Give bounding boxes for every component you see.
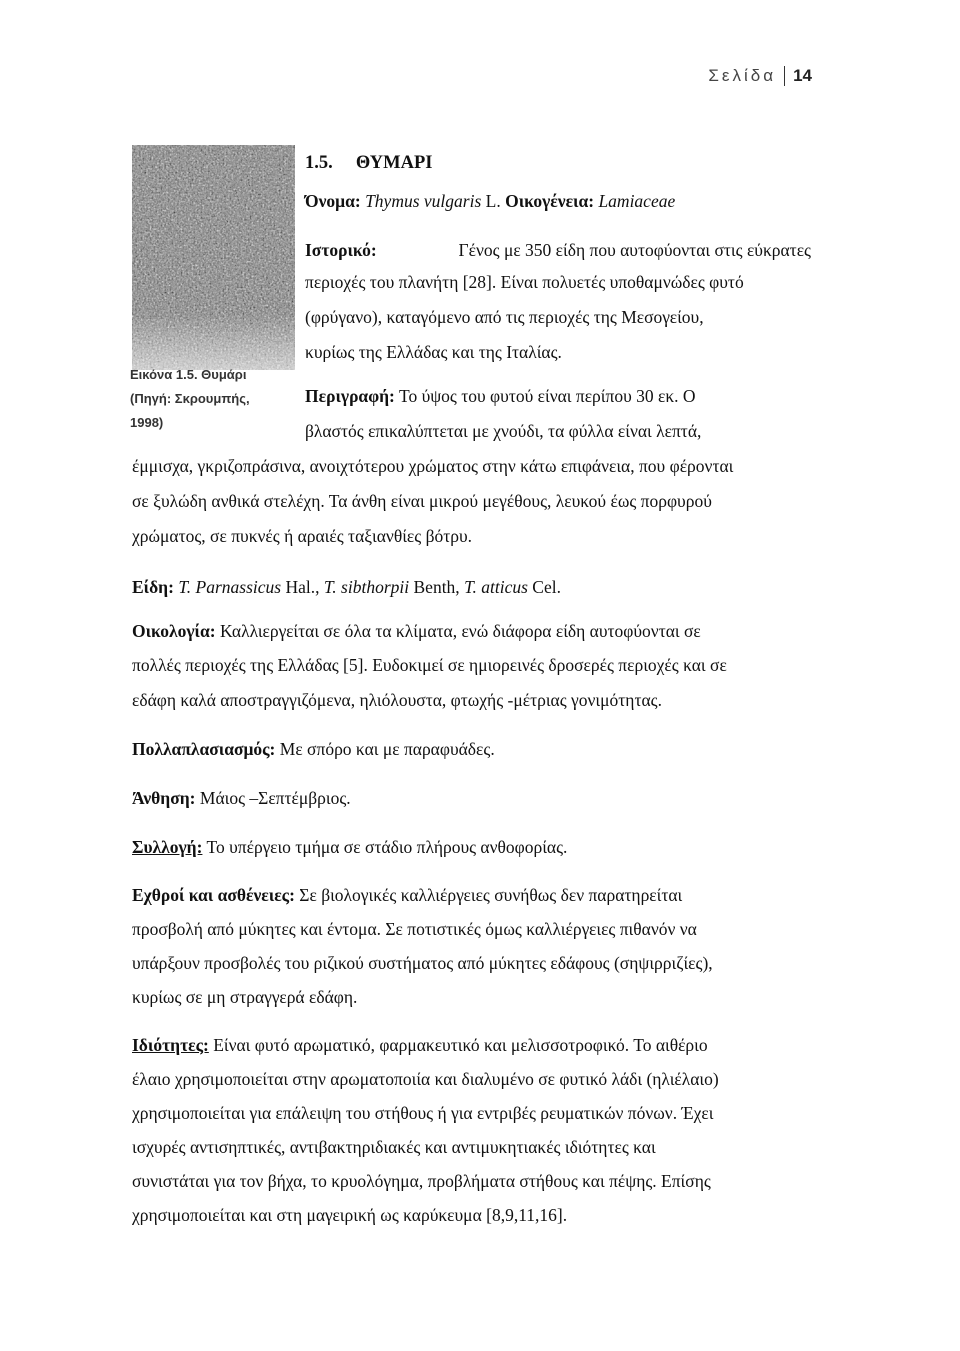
ecology-text-1: Καλλιεργείται σε όλα τα κλίματα, ενώ διάφορα είδη αυτοφύονται σε (219, 621, 701, 641)
flowering-line (132, 787, 351, 809)
harvest-line (132, 836, 567, 858)
family-name: Lamiaceae (598, 191, 676, 211)
section-heading (305, 152, 432, 174)
pests-text-1: Σε βιολογικές καλλιέργειες συνήθως δεν παρατηρείται (299, 885, 683, 905)
pests-line-1 (132, 884, 682, 906)
history-line-1 (305, 239, 811, 261)
page-word: Σελίδα (708, 66, 777, 85)
header-divider (784, 66, 785, 86)
properties-line-3: χρησιμοποιείται για επάλειψη του στήθους ή για εντριβές ρευματικών πόνων. Έχει (132, 1103, 714, 1123)
caption-line-3: 1998) (130, 415, 164, 430)
section-title: ΘΥΜΑΡΙ (355, 153, 433, 173)
ecology-line-1 (132, 620, 701, 642)
flowering-text: Μάιος –Σεπτέμβριος. (199, 788, 351, 808)
properties-line-5: συνιστάται για τον βήχα, το κρυολόγημα, προβλήματα στήθους και πέψης. Επίσης (132, 1171, 711, 1191)
history-label: Ιστορικό: (305, 240, 377, 260)
description-label: Περιγραφή: (305, 386, 395, 406)
ecology-label: Οικολογία: (132, 621, 216, 641)
properties-text-1: Είναι φυτό αρωματικό, φαρμακευτικό και μελισσοτροφικό. Το αιθέριο (213, 1035, 708, 1055)
family-label: Οικογένεια: (505, 191, 595, 211)
harvest-text: Το υπέργειο τμήμα σε στάδιο πλήρους ανθοφορίας. (206, 837, 568, 857)
thyme-photo-image (132, 145, 295, 370)
pests-line-3: υπάρξουν προσβολές του ριζικού συστήματος από μύκητες εδάφους (σηψιρριζίες), (132, 953, 713, 973)
species-2: T. sibthorpii (323, 577, 410, 597)
properties-line-4: ισχυρές αντισηπτικές, αντιβακτηριδιακές και αντιμυκητιακές ιδιότητες και (132, 1137, 656, 1157)
properties-line-6: χρησιμοποιείται και στη μαγειρική ως καρύκευμα [8,9,11,16]. (132, 1205, 568, 1225)
pests-line-2: προσβολή από μύκητες και έντομα. Σε ποτιστικές όμως καλλιέργειες πιθανόν να (132, 919, 697, 939)
history-line-4: κυρίως της Ελλάδας και της Ιταλίας. (305, 342, 562, 362)
propagation-text: Με σπόρο και με παραφυάδες. (279, 739, 495, 759)
properties-label: Ιδιότητες: (132, 1035, 209, 1055)
description-line-2: βλαστός επικαλύπτεται με χνούδι, τα φύλλα είναι λεπτά, (305, 421, 702, 441)
species-1: T. Parnassicus (178, 577, 282, 597)
name-line (305, 190, 675, 212)
properties-line-2: έλαιο χρησιμοποιείται στην αρωματοποιία και διαλυμένο σε φυτικό λάδι (ηλιέλαιο) (132, 1069, 719, 1089)
thyme-photo (132, 145, 295, 370)
name-label: Όνομα: (305, 191, 361, 211)
scientific-name: Thymus vulgaris (365, 191, 482, 211)
propagation-line (132, 738, 495, 760)
properties-line-1 (132, 1034, 708, 1056)
harvest-label: Συλλογή: (132, 837, 203, 857)
caption-line-1: Εικόνα 1.5. Θυμάρι (130, 367, 247, 382)
species-label: Είδη: (132, 577, 174, 597)
history-text-1: Γένος με 350 είδη που αυτοφύονται στις εύκρατες (458, 240, 811, 260)
figure-caption (130, 363, 305, 435)
caption-line-2: (Πηγή: Σκρουμπής, (130, 391, 250, 406)
description-line-3: έμμισχα, γκριζοπράσινα, ανοιχτότερου χρώματος στην κάτω επιφάνεια, που φέρονται (132, 456, 734, 476)
species-line (132, 576, 561, 598)
species-2-author: Benth, (413, 577, 460, 597)
history-line-3: (φρύγανο), καταγόμενο από τις περιοχές της Μεσογείου, (305, 307, 704, 327)
pests-line-4: κυρίως σε μη στραγγερά εδάφη. (132, 987, 358, 1007)
flowering-label: Άνθηση: (132, 788, 196, 808)
ecology-line-3: εδάφη καλά αποστραγγιζόμενα, ηλιόλουστα, φτωχής -μέτριας γονιμότητας. (132, 690, 662, 710)
scientific-author: L. (485, 191, 501, 211)
description-line-1 (305, 385, 696, 407)
ecology-line-2: πολλές περιοχές της Ελλάδας [5]. Ευδοκιμεί σε ημιορεινές δροσερές περιοχές και σε (132, 655, 727, 675)
history-line-2: περιοχές του πλανήτη [28]. Είναι πολυετές υποθαμνώδες φυτό (305, 272, 744, 292)
species-1-author: Hal., (285, 577, 320, 597)
description-line-5: χρώματος, σε πυκνές ή αραιές ταξιανθίες βότρυ. (132, 526, 473, 546)
description-text-1: Το ύψος του φυτού είναι περίπου 30 εκ. Ο (398, 386, 696, 406)
species-3-author: Cel. (532, 577, 561, 597)
page-number: 14 (793, 66, 812, 85)
description-line-4: σε ξυλώδη ανθικά στελέχη. Τα άνθη είναι μικρού μεγέθους, λευκού έως πορφυρού (132, 491, 712, 511)
section-number: 1.5. (305, 153, 333, 173)
propagation-label: Πολλαπλασιασμός: (132, 739, 276, 759)
species-3: T. atticus (464, 577, 528, 597)
pests-label: Εχθροί και ασθένειες: (132, 885, 295, 905)
page-header (708, 66, 812, 86)
